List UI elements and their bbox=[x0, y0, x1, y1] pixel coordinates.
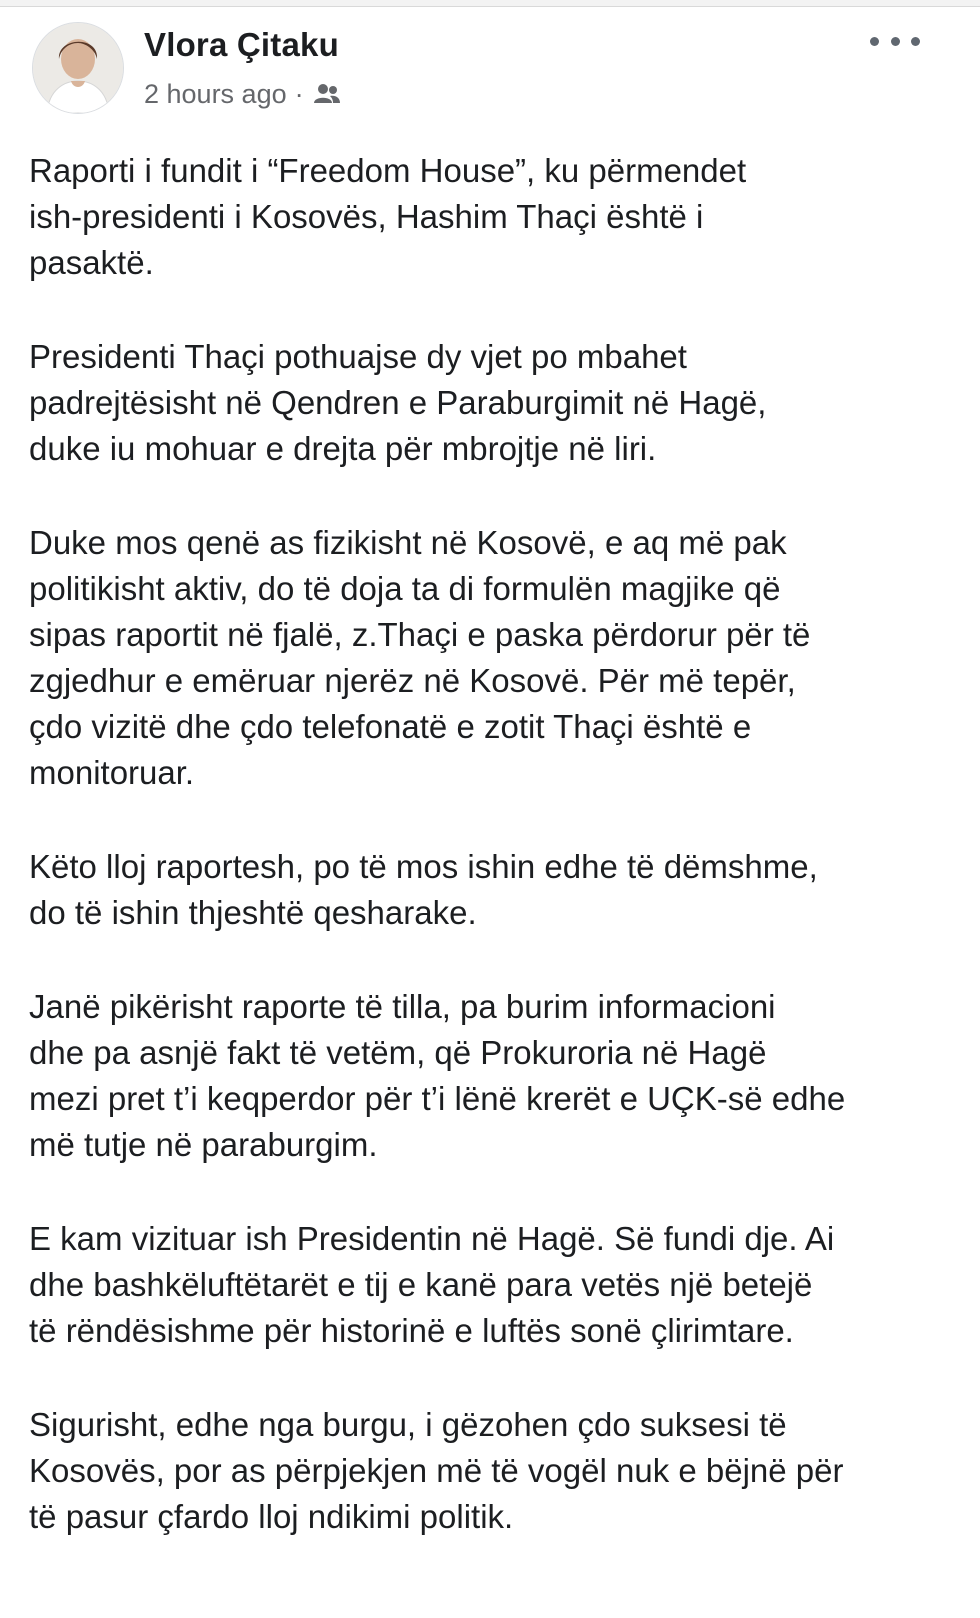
author-avatar[interactable] bbox=[32, 22, 124, 114]
paragraph-line: ish-presidenti i Kosovës, Hashim Thaçi është i bbox=[29, 198, 704, 235]
post-paragraph bbox=[29, 844, 959, 936]
paragraph-line: Këto lloj raportesh, po të mos ishin edhe të dëmshme, bbox=[29, 848, 818, 885]
top-divider bbox=[0, 0, 980, 7]
post-paragraph bbox=[29, 1216, 959, 1354]
paragraph-line: E kam vizituar ish Presidentin në Hagë. Së fundi dje. Ai bbox=[29, 1220, 835, 1257]
paragraph-line: Duke mos qenë as fizikisht në Kosovë, e aq më pak bbox=[29, 524, 787, 561]
paragraph-line: Janë pikërisht raporte të tilla, pa burim informacioni bbox=[29, 988, 776, 1025]
paragraph-line: Sigurisht, edhe nga burgu, i gëzohen çdo suksesi të bbox=[29, 1406, 787, 1443]
more-dot bbox=[870, 37, 879, 46]
more-dot bbox=[891, 37, 900, 46]
paragraph-line: dhe bashkëluftëtarët e tij e kanë para vetës një betejë bbox=[29, 1266, 813, 1303]
paragraph-line: Presidenti Thaçi pothuajse dy vjet po mbahet bbox=[29, 338, 687, 375]
post-paragraph bbox=[29, 148, 959, 286]
post-paragraph bbox=[29, 1402, 959, 1540]
paragraph-line: sipas raportit në fjalë, z.Thaçi e paska përdorur për të bbox=[29, 616, 811, 653]
paragraph-line: më tutje në paraburgim. bbox=[29, 1126, 378, 1163]
paragraph-line: pasaktë. bbox=[29, 244, 154, 281]
paragraph-line: monitoruar. bbox=[29, 754, 195, 791]
post-header bbox=[0, 14, 980, 124]
paragraph-line: të rëndësishme për historinë e luftës sonë çlirimtare. bbox=[29, 1312, 794, 1349]
paragraph-line: do të ishin thjeshtë qesharake. bbox=[29, 894, 477, 931]
meta-separator: · bbox=[294, 78, 304, 109]
paragraph-line: duke iu mohuar e drejta për mbrojtje në liri. bbox=[29, 430, 657, 467]
paragraph-line: padrejtësisht në Qendren e Paraburgimit në Hagë, bbox=[29, 384, 767, 421]
post-meta bbox=[144, 76, 342, 112]
paragraph-line: Kosovës, por as përpjekjen më të vogël nuk e bëjnë për bbox=[29, 1452, 844, 1489]
paragraph-line: të pasur çfardo lloj ndikimi politik. bbox=[29, 1498, 514, 1535]
post-timestamp[interactable]: 2 hours ago bbox=[144, 78, 287, 109]
friends-icon[interactable] bbox=[312, 81, 342, 107]
post-text bbox=[29, 148, 959, 1588]
author-name[interactable]: Vlora Çitaku bbox=[144, 26, 339, 63]
paragraph-line: zgjedhur e emëruar njerëz në Kosovë. Për më tepër, bbox=[29, 662, 796, 699]
paragraph-line: dhe pa asnjë fakt të vetëm, që Prokuroria në Hagë bbox=[29, 1034, 767, 1071]
profile-photo-icon bbox=[33, 23, 123, 113]
post-paragraph bbox=[29, 520, 959, 796]
more-dot bbox=[911, 37, 920, 46]
more-options-icon[interactable] bbox=[870, 26, 920, 56]
paragraph-line: Raporti i fundit i “Freedom House”, ku përmendet bbox=[29, 152, 747, 189]
post-paragraph bbox=[29, 984, 959, 1168]
paragraph-line: mezi pret t’i keqperdor për t’i lënë krerët e UÇK-së edhe bbox=[29, 1080, 846, 1117]
post-paragraph bbox=[29, 334, 959, 472]
paragraph-line: çdo vizitë dhe çdo telefonatë e zotit Thaçi është e bbox=[29, 708, 752, 745]
paragraph-line: politikisht aktiv, do të doja ta di formulën magjike që bbox=[29, 570, 781, 607]
